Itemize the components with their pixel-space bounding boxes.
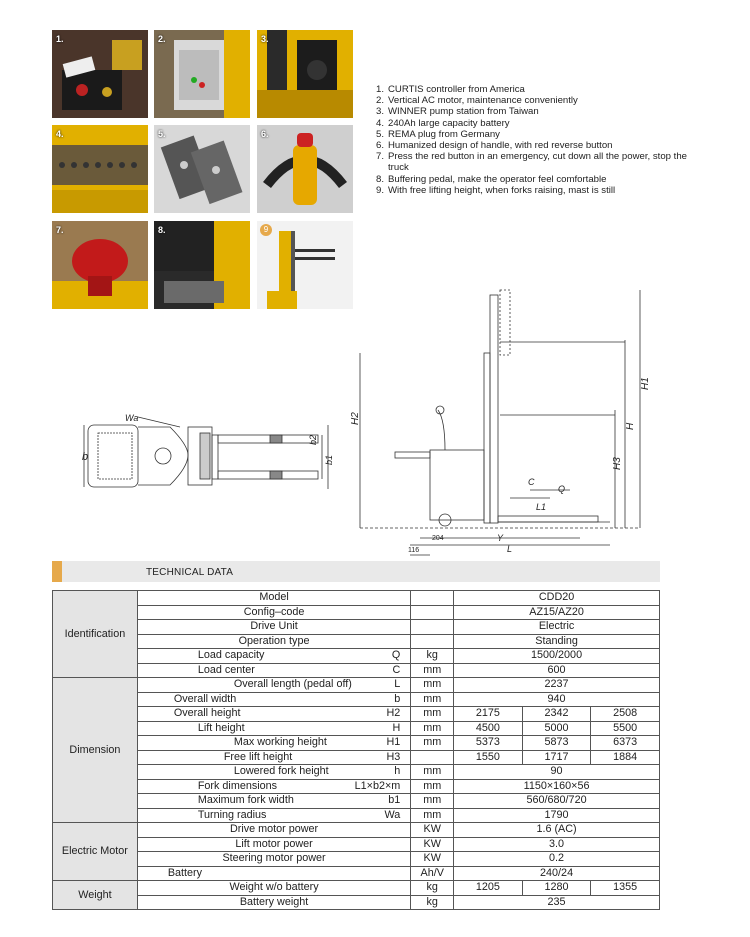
unit-cell: mm bbox=[411, 736, 454, 751]
c-label: C bbox=[528, 477, 535, 487]
table-row bbox=[53, 881, 660, 896]
table-row bbox=[53, 736, 660, 751]
table-row bbox=[53, 620, 660, 635]
table-row bbox=[53, 779, 660, 794]
table-row bbox=[53, 678, 660, 693]
value-cell: 2508 bbox=[591, 707, 660, 722]
table-row bbox=[53, 765, 660, 780]
unit-cell: mm bbox=[411, 721, 454, 736]
unit-cell: mm bbox=[411, 808, 454, 823]
value-cell: 1280 bbox=[522, 881, 591, 896]
table-row bbox=[53, 591, 660, 606]
unit-cell: mm bbox=[411, 678, 454, 693]
value-cell: 6373 bbox=[591, 736, 660, 751]
row-label: Model bbox=[137, 591, 410, 606]
unit-cell bbox=[411, 634, 454, 649]
value-cell: 2237 bbox=[454, 678, 660, 693]
y-label: Y bbox=[497, 533, 504, 543]
technical-data-header bbox=[52, 561, 660, 582]
table-row bbox=[53, 605, 660, 620]
plug-photo bbox=[154, 125, 250, 213]
value-cell: 1355 bbox=[591, 881, 660, 896]
controller-illustration bbox=[52, 30, 148, 118]
value-cell: 2175 bbox=[454, 707, 523, 722]
red-button-illustration bbox=[52, 221, 148, 309]
row-label-cell: Overall height H2 bbox=[137, 707, 410, 722]
row-label-cell: Battery bbox=[137, 866, 410, 881]
row-label: Steering motor power bbox=[137, 852, 410, 867]
value-cell: CDD20 bbox=[454, 591, 660, 606]
value-cell: 1884 bbox=[591, 750, 660, 765]
wa-label: Wa bbox=[125, 413, 139, 423]
photo-number: 5. bbox=[158, 129, 166, 139]
value-cell: 240/24 bbox=[454, 866, 660, 881]
table-row bbox=[53, 663, 660, 678]
unit-cell: KW bbox=[411, 852, 454, 867]
value-cell: 1717 bbox=[522, 750, 591, 765]
row-label: Lift motor power bbox=[137, 837, 410, 852]
value-cell: 940 bbox=[454, 692, 660, 707]
unit-cell: mm bbox=[411, 779, 454, 794]
l-label: L bbox=[507, 544, 513, 554]
group-identification: Identification bbox=[53, 591, 138, 678]
feature-list bbox=[376, 84, 696, 196]
photo-number: 1. bbox=[56, 34, 64, 44]
row-label-cell: Turning radius Wa bbox=[137, 808, 410, 823]
photo-number: 2. bbox=[158, 34, 166, 44]
feature-item: 2. Vertical AC motor, maintenance conveniently bbox=[376, 95, 578, 107]
h2-label: H2 bbox=[350, 412, 361, 425]
row-label: Weight w/o battery bbox=[137, 881, 410, 896]
value-cell: 1790 bbox=[454, 808, 660, 823]
row-label-cell: Maximum fork width b1 bbox=[137, 794, 410, 809]
value-cell: 5500 bbox=[591, 721, 660, 736]
feature-item: 6. Humanized design of handle, with red reverse button bbox=[376, 140, 613, 152]
unit-cell bbox=[411, 591, 454, 606]
value-cell: 1.6 (AC) bbox=[454, 823, 660, 838]
photo-number: 6. bbox=[261, 129, 269, 139]
value-cell: 5000 bbox=[522, 721, 591, 736]
handle-photo bbox=[257, 125, 353, 213]
row-label-cell: Lowered fork height h bbox=[137, 765, 410, 780]
unit-cell: mm bbox=[411, 692, 454, 707]
row-label-cell: Overall length (pedal off) L bbox=[137, 678, 410, 693]
feature-item: 5. REMA plug from Germany bbox=[376, 128, 500, 140]
unit-cell: kg bbox=[411, 895, 454, 910]
unit-cell: KW bbox=[411, 823, 454, 838]
pedal-illustration bbox=[154, 221, 250, 309]
value-cell: 90 bbox=[454, 765, 660, 780]
pedal-photo bbox=[154, 221, 250, 309]
feature-item: 4. 240Ah large capacity battery bbox=[376, 117, 510, 129]
row-label-cell: Free lift height H3 bbox=[137, 750, 410, 765]
side-view-drawing bbox=[350, 280, 670, 560]
value-cell: 1500/2000 bbox=[454, 649, 660, 664]
row-label: Battery weight bbox=[137, 895, 410, 910]
unit-cell bbox=[411, 605, 454, 620]
group-electric-motor: Electric Motor bbox=[53, 823, 138, 881]
table-row bbox=[53, 634, 660, 649]
photo-number: 9 bbox=[260, 224, 272, 236]
unit-cell: kg bbox=[411, 881, 454, 896]
value-cell: 235 bbox=[454, 895, 660, 910]
motor-illustration bbox=[154, 30, 250, 118]
row-label-cell: Max working height H1 bbox=[137, 736, 410, 751]
mast-illustration bbox=[257, 221, 353, 309]
handle-illustration bbox=[257, 125, 353, 213]
value-cell: 3.0 bbox=[454, 837, 660, 852]
unit-cell: mm bbox=[411, 707, 454, 722]
unit-cell bbox=[411, 620, 454, 635]
table-row bbox=[53, 837, 660, 852]
row-label-cell: Fork dimensions L1×b2×m bbox=[137, 779, 410, 794]
h-label: H bbox=[625, 422, 636, 430]
row-label-cell: Overall width b bbox=[137, 692, 410, 707]
row-label: Drive motor power bbox=[137, 823, 410, 838]
table-row bbox=[53, 808, 660, 823]
value-cell: 1550 bbox=[454, 750, 523, 765]
photo-number: 7. bbox=[56, 225, 64, 235]
pump-illustration bbox=[257, 30, 353, 118]
value-cell: 2342 bbox=[522, 707, 591, 722]
photo-number: 4. bbox=[56, 129, 64, 139]
value-cell: 5373 bbox=[454, 736, 523, 751]
controller-photo bbox=[52, 30, 148, 118]
row-label-cell: Load center C bbox=[137, 663, 410, 678]
header-accent bbox=[52, 561, 62, 582]
group-weight: Weight bbox=[53, 881, 138, 910]
table-row bbox=[53, 707, 660, 722]
value-cell: Standing bbox=[454, 634, 660, 649]
row-label: Operation type bbox=[137, 634, 410, 649]
table-row bbox=[53, 866, 660, 881]
feature-item: 3. WINNER pump station from Taiwan bbox=[376, 106, 539, 118]
unit-cell: mm bbox=[411, 794, 454, 809]
unit-cell: mm bbox=[411, 663, 454, 678]
feature-item: 1. CURTIS controller from America bbox=[376, 84, 525, 95]
mast-photo bbox=[257, 221, 353, 309]
value-cell: 560/680/720 bbox=[454, 794, 660, 809]
value-cell: AZ15/AZ20 bbox=[454, 605, 660, 620]
group-dimension: Dimension bbox=[53, 678, 138, 823]
photo-number: 8. bbox=[158, 225, 166, 235]
plug-illustration bbox=[154, 125, 250, 213]
table-row bbox=[53, 823, 660, 838]
value-cell: 5873 bbox=[522, 736, 591, 751]
unit-cell bbox=[411, 750, 454, 765]
pump-photo bbox=[257, 30, 353, 118]
table-row bbox=[53, 649, 660, 664]
b2-label: b2 bbox=[308, 434, 318, 445]
q-label: Q bbox=[558, 484, 566, 494]
value-cell: 1150×160×56 bbox=[454, 779, 660, 794]
table-row bbox=[53, 895, 660, 910]
table-row bbox=[53, 852, 660, 867]
photo-number: 3. bbox=[261, 34, 269, 44]
value-cell: 600 bbox=[454, 663, 660, 678]
unit-cell: KW bbox=[411, 837, 454, 852]
unit-cell: Ah/V bbox=[411, 866, 454, 881]
battery-illustration bbox=[52, 125, 148, 213]
battery-photo bbox=[52, 125, 148, 213]
b-label: b bbox=[82, 451, 89, 463]
value-cell: 0.2 bbox=[454, 852, 660, 867]
table-row bbox=[53, 692, 660, 707]
table-row bbox=[53, 750, 660, 765]
h1-label: H1 bbox=[640, 377, 651, 390]
h3-label: H3 bbox=[612, 457, 623, 470]
table-row bbox=[53, 794, 660, 809]
dim-204-label: 204 bbox=[432, 535, 444, 542]
b1-label: b1 bbox=[324, 454, 334, 465]
dim-116-label: 116 bbox=[408, 547, 420, 554]
motor-photo bbox=[154, 30, 250, 118]
l1-label: L1 bbox=[536, 502, 547, 512]
spec-table bbox=[52, 590, 660, 910]
unit-cell: mm bbox=[411, 765, 454, 780]
feature-item: 8. Buffering pedal, make the operator feel comfortable bbox=[376, 173, 607, 185]
top-view-drawing bbox=[70, 405, 340, 505]
value-cell: 1205 bbox=[454, 881, 523, 896]
value-cell: 4500 bbox=[454, 721, 523, 736]
row-label-cell: Load capacity Q bbox=[137, 649, 410, 664]
row-label: Config–code bbox=[137, 605, 410, 620]
unit-cell: kg bbox=[411, 649, 454, 664]
feature-item: 7. Press the red button in an emergency, cut down all the power, stop the truck bbox=[376, 151, 688, 174]
table-row bbox=[53, 721, 660, 736]
section-title: TECHNICAL DATA bbox=[146, 567, 234, 578]
row-label-cell: Lift height H bbox=[137, 721, 410, 736]
red-button-photo bbox=[52, 221, 148, 309]
value-cell: Electric bbox=[454, 620, 660, 635]
row-label: Drive Unit bbox=[137, 620, 410, 635]
feature-item: 9. With free lifting height, when forks raising, mast is still bbox=[376, 184, 616, 196]
